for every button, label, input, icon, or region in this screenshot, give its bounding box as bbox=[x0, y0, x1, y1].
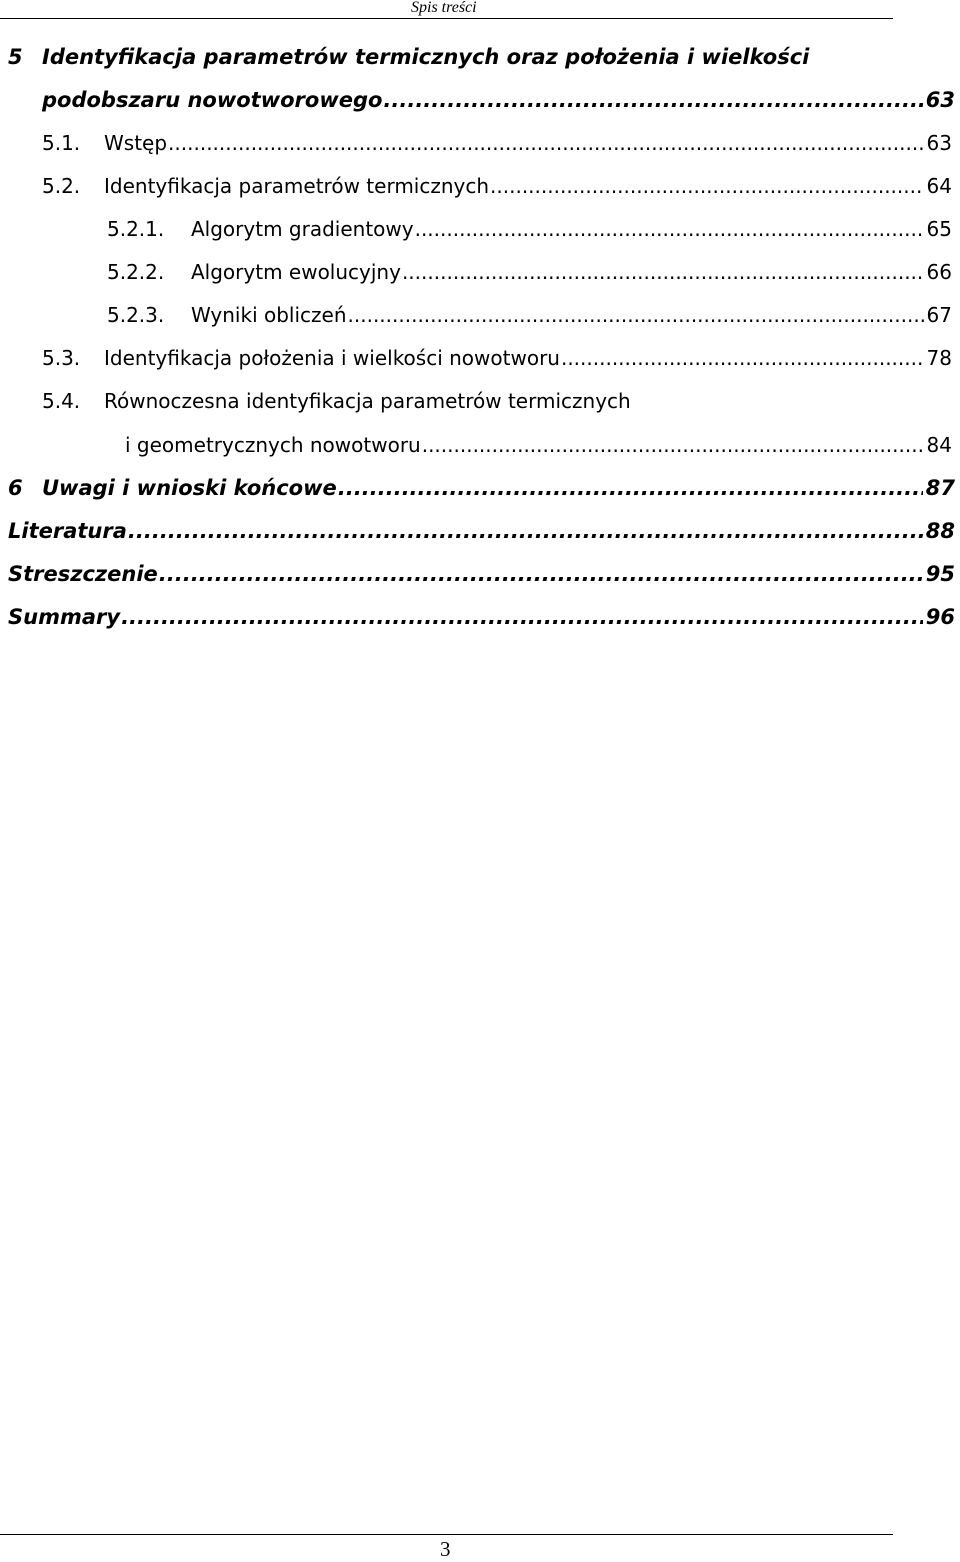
toc-entry-page: 95 bbox=[925, 562, 955, 586]
toc-entry-title: Algorytm gradientowy bbox=[191, 217, 414, 241]
toc-entry-title: Algorytm ewolucyjny bbox=[191, 260, 401, 284]
toc-leader-dots bbox=[348, 294, 924, 336]
page-number: 3 bbox=[440, 1537, 451, 1561]
toc-leader-dots bbox=[490, 165, 924, 207]
toc-entry-summary[interactable] bbox=[8, 596, 955, 638]
toc-entry-number: 5.2. bbox=[42, 174, 81, 198]
toc-leader-dots bbox=[561, 337, 924, 379]
toc-entry-5-2-1[interactable] bbox=[107, 208, 952, 250]
toc-entry-title: i geometrycznych nowotworu bbox=[125, 433, 421, 457]
toc-leader-dots bbox=[422, 424, 924, 466]
toc-entry-page: 66 bbox=[926, 260, 952, 284]
toc-entry-number: 5 bbox=[8, 45, 23, 69]
toc-entry-page: 84 bbox=[926, 433, 952, 457]
running-head: Spis treści bbox=[411, 0, 477, 16]
toc-entry-5-2-2[interactable] bbox=[107, 251, 952, 293]
toc-entry-page: 63 bbox=[925, 88, 955, 112]
toc-entry-title: Identyfikacja parametrów termicznych oraz położenia i wielkości bbox=[42, 45, 810, 69]
toc-entry-number: 6 bbox=[8, 476, 23, 500]
toc-entry-chapter-5[interactable] bbox=[8, 36, 960, 78]
toc-entry-title: podobszaru nowotworowego bbox=[42, 88, 383, 112]
toc-entry-number: 5.4. bbox=[42, 389, 81, 413]
toc-entry-page: 88 bbox=[925, 519, 955, 543]
toc-entry-number: 5.2.2. bbox=[107, 260, 165, 284]
toc-leader-dots bbox=[168, 122, 924, 164]
toc-entry-5-2-3[interactable] bbox=[107, 294, 952, 336]
toc-entry-5-4[interactable] bbox=[42, 380, 952, 422]
toc-entry-title: Summary bbox=[8, 605, 121, 629]
toc-leader-dots bbox=[338, 467, 923, 509]
toc-entry-title: Wstęp bbox=[104, 131, 168, 155]
toc-entry-number: 5.1. bbox=[42, 131, 81, 155]
toc-entry-title: Identyfikacja położenia i wielkości nowotworu bbox=[104, 346, 560, 370]
toc-entry-5-2[interactable] bbox=[42, 165, 952, 207]
toc-entry-5-4-cont[interactable] bbox=[125, 424, 952, 466]
toc-entry-page: 65 bbox=[926, 217, 952, 241]
toc-entry-chapter-5-cont[interactable] bbox=[42, 79, 955, 121]
toc-entry-page: 87 bbox=[925, 476, 955, 500]
toc-leader-dots bbox=[128, 510, 923, 552]
toc-entry-title: Literatura bbox=[8, 519, 127, 543]
page-header bbox=[0, 0, 893, 19]
toc-entry-page: 96 bbox=[925, 605, 955, 629]
toc-entry-number: 5.2.3. bbox=[107, 303, 165, 327]
toc-entry-title: Wyniki obliczeń bbox=[191, 303, 347, 327]
toc-leader-dots bbox=[402, 251, 924, 293]
toc-entry-5-1[interactable] bbox=[42, 122, 952, 164]
toc-entry-page: 64 bbox=[926, 174, 952, 198]
toc-leader-dots bbox=[415, 208, 924, 250]
toc-entry-title: Równoczesna identyfikacja parametrów termicznych bbox=[104, 389, 631, 413]
toc-entry-page: 78 bbox=[926, 346, 952, 370]
toc-entry-page: 67 bbox=[926, 303, 952, 327]
toc-entry-number: 5.2.1. bbox=[107, 217, 165, 241]
toc-entry-number: 5.3. bbox=[42, 346, 81, 370]
toc-entry-5-3[interactable] bbox=[42, 337, 952, 379]
toc-leader-dots bbox=[383, 79, 922, 121]
toc-entry-page: 63 bbox=[926, 131, 952, 155]
toc-entry-title: Streszczenie bbox=[8, 562, 158, 586]
page-footer bbox=[0, 1534, 893, 1561]
toc-entry-streszczenie[interactable] bbox=[8, 553, 955, 595]
toc-entry-title: Uwagi i wnioski końcowe bbox=[42, 476, 337, 500]
toc-leader-dots bbox=[121, 596, 923, 638]
toc-entry-title: Identyfikacja parametrów termicznych bbox=[104, 174, 490, 198]
toc-entry-chapter-6[interactable] bbox=[8, 467, 955, 509]
toc-entry-literatura[interactable] bbox=[8, 510, 955, 552]
toc-leader-dots bbox=[159, 553, 923, 595]
